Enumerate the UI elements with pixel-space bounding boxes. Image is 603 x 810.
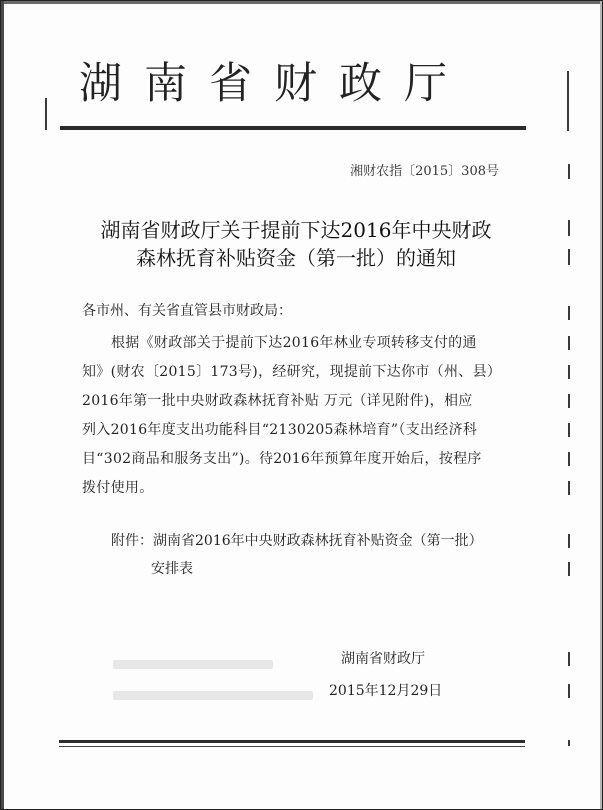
binding-tick xyxy=(568,164,570,179)
body-line: 目“302商品和服务支出”)。待2016年预算年度开始后，按程序 xyxy=(82,451,482,467)
document-title-line-1: 湖南省财政厅关于提前下达2016年中央财政 xyxy=(100,218,492,242)
scan-frame-left xyxy=(1,1,4,809)
document-title-line-2: 森林抚育补贴资金（第一批）的通知 xyxy=(136,246,456,270)
body-line: 根据《财政部关于提前下达2016年林业专项转移支付的通 xyxy=(111,335,477,351)
binding-tick xyxy=(568,365,570,379)
binding-tick xyxy=(568,534,570,548)
faded-stamp-mark xyxy=(113,660,273,669)
attachment-line-2: 安排表 xyxy=(151,561,193,577)
binding-tick xyxy=(568,562,570,576)
binding-tick xyxy=(568,423,570,437)
binding-tick-left xyxy=(45,98,47,130)
body-line: 知》(财农〔2015〕173号)，经研究，现提前下达你市（州、县） xyxy=(82,364,502,380)
body-line: 2016年第一批中央财政森林抚育补贴 万元（详见附件)，相应 xyxy=(82,393,473,409)
scan-frame-right xyxy=(600,1,602,809)
signature-issuer: 湖南省财政厅 xyxy=(341,651,425,667)
attachment-line-1: 附件：湖南省2016年中央财政森林抚育补贴资金（第一批） xyxy=(111,533,483,549)
binding-tick xyxy=(568,249,570,265)
binding-tick xyxy=(568,740,570,746)
letterhead-title: 湖南省财政厅 xyxy=(79,59,469,109)
addressee: 各市州、有关省直管县市财政局： xyxy=(82,303,292,319)
binding-tick xyxy=(568,684,570,698)
signature-date: 2015年12月29日 xyxy=(329,683,443,699)
document-number: 湘财农指〔2015〕308号 xyxy=(350,164,499,179)
letterhead-rule xyxy=(60,126,526,130)
binding-tick-right xyxy=(567,71,569,131)
binding-tick xyxy=(568,481,570,495)
scan-frame-top xyxy=(1,1,602,4)
footer-rule-thin xyxy=(59,746,525,747)
body-line: 拨付使用。 xyxy=(82,480,154,496)
footer-rule xyxy=(59,740,525,743)
faded-stamp-mark xyxy=(113,691,313,700)
binding-tick xyxy=(568,394,570,408)
binding-tick xyxy=(568,336,570,350)
binding-tick xyxy=(568,452,570,466)
binding-tick xyxy=(568,220,570,236)
binding-tick xyxy=(568,306,570,320)
body-line: 列入2016年度支出功能科目“2130205森林培育”（支出经济科 xyxy=(82,422,478,438)
binding-tick xyxy=(568,652,570,666)
